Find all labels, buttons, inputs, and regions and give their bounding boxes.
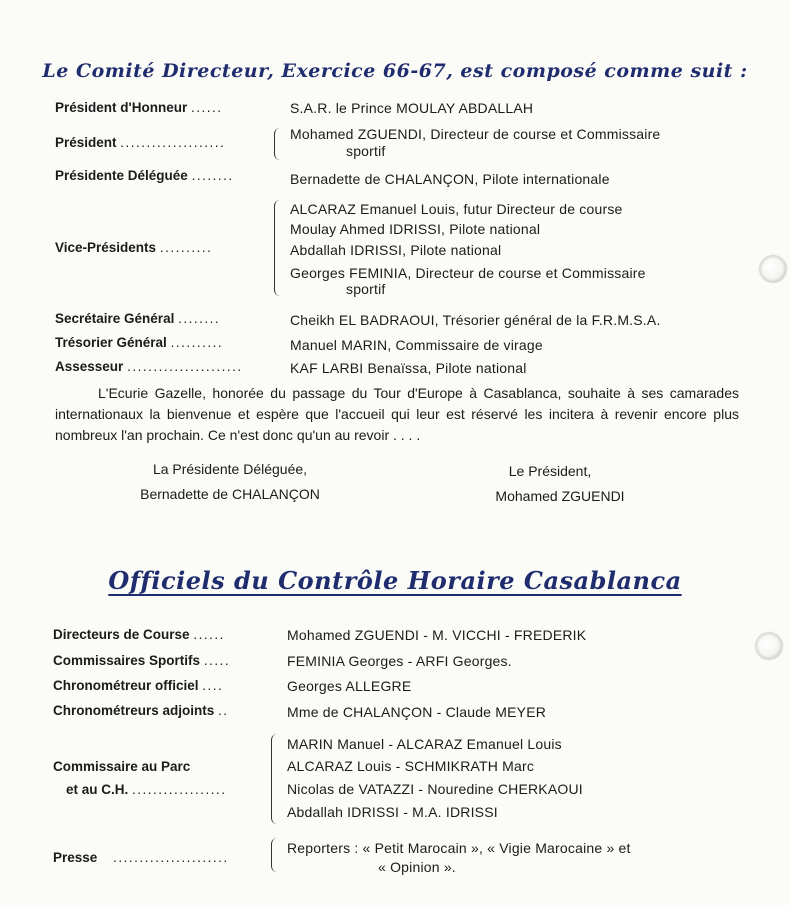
label-text: Commissaires Sportifs (53, 653, 201, 668)
row-value-line: Abdallah IDRISSI, Pilote national (290, 242, 502, 258)
label-text: Commissaire au Parc (53, 759, 191, 774)
row-label-tresorier-general (55, 335, 223, 350)
label-text: Vice-Présidents (55, 240, 157, 255)
row-value-line: Manuel MARIN, Commissaire de virage (290, 337, 543, 353)
row-label-chronometreur-officiel (53, 678, 223, 693)
leader-dots: ........ (178, 311, 221, 326)
signature-right-title: Le Président, (508, 463, 592, 479)
closing-paragraph: L'Ecurie Gazelle, honorée du passage du Tour d'Europe à Casablanca, souhaite à ses camarades internationaux la bienvenue et espère que l'accueil qui leur est réservé les incitera à revenir encore plus nombreux l'an prochain. Ce n'est donc qu'un au revoir . . . . (55, 385, 739, 443)
leader-dots: .................... (120, 135, 226, 150)
row-label-commissaire-parc (53, 759, 190, 774)
row-label-commissaires-sportifs (53, 653, 230, 668)
officiels-heading (0, 566, 790, 595)
leader-dots: ...................... (127, 359, 243, 374)
binder-hole-bottom (756, 633, 782, 659)
row-value-line: MARIN Manuel - ALCARAZ Emanuel Louis (287, 736, 562, 752)
row-value-line: Bernadette de CHALANÇON, Pilote internationale (290, 171, 610, 187)
leader-dots: ...................... (113, 850, 229, 865)
row-value-line: ALCARAZ Louis - SCHMIKRATH Marc (287, 758, 535, 774)
row-value-line: sportif (346, 281, 386, 297)
signature-right-name: Mohamed ZGUENDI (495, 488, 625, 504)
row-value-line: Reporters : « Petit Marocain », « Vigie Marocaine » et (287, 840, 631, 856)
label-text: Trésorier Général (55, 335, 167, 350)
label-text: Présidente Déléguée (55, 168, 188, 183)
row-label-secretaire-general (55, 311, 220, 326)
row-value-line: Nicolas de VATAZZI - Nouredine CHERKAOUI (287, 781, 583, 797)
row-label-commissaire-parc-line2 (66, 782, 227, 797)
row-value-line: Mohamed ZGUENDI - M. VICCHI - FREDERIK (287, 627, 587, 643)
row-label-assesseur (55, 359, 243, 374)
row-value-line: Cheikh EL BADRAOUI, Trésorier général de la F.R.M.S.A. (290, 312, 661, 328)
label-text: Président d'Honneur (55, 100, 188, 115)
row-value-line: Georges FEMINIA, Directeur de course et Commissaire (290, 265, 646, 281)
row-value-line: Moulay Ahmed IDRISSI, Pilote national (290, 221, 541, 237)
label-text: Chronométreurs adjoints (53, 703, 215, 718)
row-value-line: Georges ALLEGRE (287, 678, 412, 694)
label-text: Presse (53, 850, 98, 865)
leader-dots: ...... (193, 627, 225, 642)
row-value-line: KAF LARBI Benaïssa, Pilote national (290, 360, 527, 376)
row-value-line: Mme de CHALANÇON - Claude MEYER (287, 704, 547, 720)
officiels-heading-text: Officiels du Contrôle Horaire Casablanca (108, 566, 682, 595)
row-value-line: « Opinion ». (378, 859, 456, 875)
row-value-line: ALCARAZ Emanuel Louis, futur Directeur de course (290, 201, 623, 217)
label-text: Président (55, 135, 117, 150)
row-label-president-honneur (55, 100, 223, 115)
brace (271, 838, 278, 872)
leader-dots: .... (202, 678, 224, 693)
label-text: et au C.H. (66, 782, 129, 797)
row-value-line: Mohamed ZGUENDI, Directeur de course et Commissaire (290, 126, 661, 142)
leader-dots: .................. (132, 782, 227, 797)
row-label-presidente-deleguee (55, 168, 234, 183)
brace (274, 200, 281, 296)
leader-dots: ...... (191, 100, 223, 115)
brace (274, 128, 281, 160)
row-value-line: sportif (346, 143, 386, 159)
row-label-presse (53, 850, 229, 865)
leader-dots: .......... (159, 240, 213, 255)
leader-dots: .......... (170, 335, 224, 350)
signature-left-name: Bernadette de CHALANÇON (140, 486, 320, 502)
row-label-chronometreurs-adjoints (53, 703, 229, 718)
row-label-vice-presidents (55, 240, 212, 255)
comite-heading: Le Comité Directeur, Exercice 66-67, est composé comme suit : (42, 60, 748, 82)
row-value-line: Abdallah IDRISSI - M.A. IDRISSI (287, 804, 498, 820)
label-text: Chronométreur officiel (53, 678, 199, 693)
binder-hole-top (760, 256, 786, 282)
label-text: Assesseur (55, 359, 124, 374)
row-label-directeurs-course (53, 627, 225, 642)
row-value-line: FEMINIA Georges - ARFI Georges. (287, 653, 512, 669)
leader-dots: ........ (191, 168, 234, 183)
label-text: Secrétaire Général (55, 311, 175, 326)
label-text: Directeurs de Course (53, 627, 190, 642)
signature-left-title: La Présidente Déléguée, (152, 461, 308, 477)
leader-dots: .. (218, 703, 229, 718)
brace (271, 734, 278, 824)
row-value-line: S.A.R. le Prince MOULAY ABDALLAH (290, 100, 534, 116)
row-label-president (55, 135, 225, 150)
leader-dots: ..... (203, 653, 231, 668)
